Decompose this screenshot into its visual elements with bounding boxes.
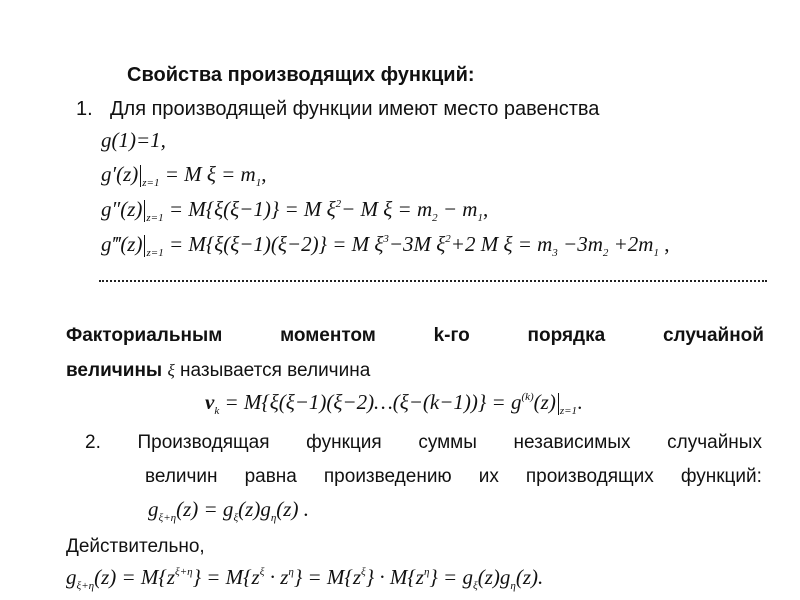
g6-pow-1: ξ+η	[175, 566, 193, 578]
f2-rhs: = M ξ = m	[164, 162, 256, 186]
f2-eval: z=1	[142, 177, 160, 189]
nu-index: k	[214, 405, 220, 417]
word: суммы	[418, 432, 477, 453]
f4-power-1: 3	[383, 233, 389, 245]
word: случайной	[662, 325, 764, 346]
definition-bold-word: величины	[66, 360, 163, 381]
f4-index-2: 2	[602, 247, 609, 259]
word: независимых	[513, 432, 631, 453]
g6-p3: · z	[264, 565, 289, 589]
g6-pow-3: η	[288, 566, 294, 578]
word: случайных	[667, 432, 762, 453]
f4-power-2: 2	[445, 233, 451, 245]
formula-g-at-1-text: g(1)=1,	[101, 128, 166, 152]
g6-p4: } = M{z	[293, 565, 361, 589]
word: порядка	[527, 325, 606, 346]
f4-end: ,	[658, 232, 670, 256]
f4-mid-2: +2m	[608, 232, 654, 256]
g6-p8: (z).	[515, 565, 544, 589]
f4-rhs: = M{ξ(ξ−1)(ξ−2)} = M ξ	[168, 232, 384, 256]
f4-eval: z=1	[146, 247, 164, 259]
dotted-continuation-line	[99, 268, 767, 282]
f3-rhs: = M{ξ(ξ−1)} = M ξ	[168, 197, 336, 221]
g6-p7: (z)g	[477, 565, 511, 589]
f3-end: ,	[482, 197, 489, 221]
word: функция	[306, 432, 382, 453]
f3-index-1: 2	[432, 212, 438, 224]
word: Производящая	[137, 432, 270, 453]
f4-rhs2: −3M ξ	[388, 232, 446, 256]
proof-formula	[66, 565, 543, 592]
g5-rest-2: (z)g	[238, 497, 271, 521]
nu-power: (k)	[521, 391, 534, 403]
g5-sub-3: η	[270, 512, 277, 524]
f4-rhs3: +2 M ξ = m	[450, 232, 553, 256]
xi-symbol: ξ	[167, 361, 175, 380]
definition-rest: называется величина	[174, 360, 371, 381]
factorial-moment-formula	[205, 390, 582, 417]
word: их	[478, 466, 499, 487]
nu-end: .	[577, 390, 583, 414]
nu-symbol: ν	[205, 390, 215, 414]
factorial-moment-definition-line-2	[66, 360, 370, 382]
word: произведению	[323, 466, 452, 487]
f4-mid-1: −3m	[557, 232, 603, 256]
word: величин	[145, 466, 218, 487]
word: производящих	[525, 466, 654, 487]
item-2-number: 2.	[85, 432, 101, 453]
g6-p5: } · M{z	[365, 565, 424, 589]
f2-end: ,	[261, 162, 267, 186]
f3-index-2: 1	[477, 212, 483, 224]
g6-sub-2: ξ	[472, 580, 478, 592]
f3-eval: z=1	[146, 212, 164, 224]
f4-lhs: g‴(z)	[101, 232, 143, 256]
g6-sub-3: η	[510, 580, 516, 592]
formula-third-derivative	[101, 232, 669, 259]
eval-bar	[558, 393, 559, 415]
f3-mid: − m	[437, 197, 478, 221]
formula-g-at-1	[101, 128, 166, 153]
g6-sub-1: ξ+η	[76, 580, 95, 592]
word: моментом	[280, 325, 376, 346]
item-2-line-2	[145, 466, 762, 488]
f3-lhs: g″(z)	[101, 197, 143, 221]
indeed-text: Действительно,	[66, 536, 205, 557]
word: k-го	[433, 325, 470, 346]
formula-second-derivative	[101, 197, 488, 224]
f3-power: 2	[335, 198, 342, 210]
factorial-moment-definition-line-1	[66, 325, 764, 347]
g6-p2: } = M{z	[192, 565, 260, 589]
word: функций:	[680, 466, 762, 487]
f4-index-3: 1	[653, 247, 659, 259]
nu-rhs: = M{ξ(ξ−1)(ξ−2)…(ξ−(k−1))} = g	[224, 390, 522, 414]
sum-generating-function-formula	[148, 497, 309, 524]
g5-g: g	[148, 497, 159, 521]
f3-rhs2: − M ξ = m	[341, 197, 433, 221]
item-1-number: 1.	[76, 98, 93, 120]
nu-eval: z=1	[559, 405, 578, 417]
g5-rest: (z) = g	[176, 497, 234, 521]
item-1-text: Для производящей функции имеют место равенства	[110, 98, 600, 120]
item-2-line-1	[85, 432, 762, 454]
word: равна	[244, 466, 297, 487]
g6-p6: } = g	[429, 565, 473, 589]
word: Факториальным	[66, 325, 223, 346]
g6-pow-4: ξ	[361, 566, 366, 578]
formula-first-derivative	[101, 162, 266, 189]
g6-p1: (z) = M{z	[94, 565, 175, 589]
f2-lhs: g′(z)	[101, 162, 139, 186]
g5-end: (z) .	[276, 497, 309, 521]
g5-sub-1: ξ+η	[158, 512, 177, 524]
g6-g: g	[66, 565, 77, 589]
g6-pow-5: η	[423, 566, 430, 578]
slide-title: Свойства производящих функций:	[127, 64, 475, 86]
nu-arg: (z)	[533, 390, 556, 414]
g6-pow-2: ξ	[259, 566, 265, 578]
f2-index: 1	[255, 177, 262, 189]
g5-sub-2: ξ	[233, 512, 239, 524]
f4-index-1: 3	[552, 247, 558, 259]
item-1	[76, 98, 599, 121]
